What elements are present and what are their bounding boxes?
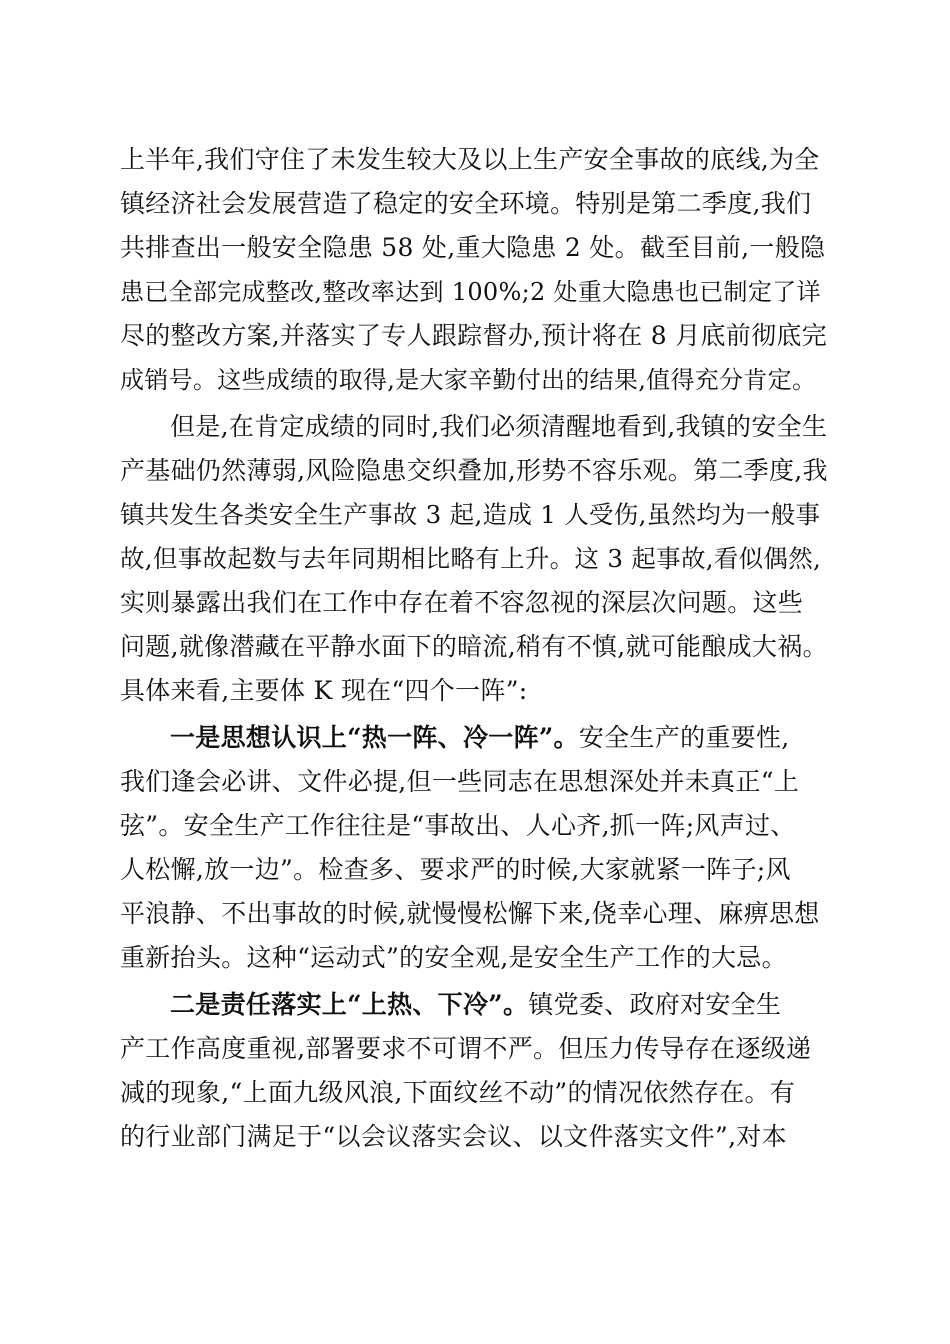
paragraph-3-line-3: 弦”。安全生产工作往往是“事故出、人心齐,抓一阵;风声过、 [120, 811, 796, 840]
paragraph-2-line-5: 实则暴露出我们在工作中存在着不容忽视的深层次问题。这些 [120, 588, 804, 617]
paragraph-3-line-4: 人松懈,放一边”。检查多、要求严的时候,大家就紧一阵子;风 [120, 855, 791, 884]
paragraph-2-line-2: 产基础仍然薄弱,风险隐患交织叠加,形势不容乐观。第二季度,我 [120, 456, 828, 485]
paragraph-2-line-3: 镇共发生各类安全生产事故 3 起,造成 1 人受伤,虽然均为一般事 [120, 500, 821, 529]
paragraph-3-heading: 一是思想认识上“热一阵、冷一阵”。 [170, 723, 579, 752]
paragraph-3-line-1-rest: 安全生产的重要性, [578, 723, 790, 752]
paragraph-2-line-7: 具体来看,主要体 K 现在“四个一阵”: [120, 676, 528, 705]
paragraph-4-line-4: 的行业部门满足于“以会议落实会议、以文件落实文件”,对本 [120, 1122, 787, 1151]
paragraph-3-line-5: 平浪静、不出事故的时候,就慢慢松懈下来,侥幸心理、麻痹思想 [120, 899, 820, 928]
paragraph-4-line-3: 减的现象,“上面九级风浪,下面纹丝不动”的情况依然存在。有 [120, 1078, 796, 1107]
paragraph-3-line-6: 重新抬头。这种“运动式”的安全观,是安全生产工作的大忌。 [120, 943, 787, 972]
paragraph-3-line-1 [170, 716, 790, 760]
paragraph-1-line-6: 成销号。这些成绩的取得,是大家辛勤付出的结果,值得充分肯定。 [120, 366, 817, 394]
paragraph-4-line-2: 产工作高度重视,部署要求不可谓不严。但压力传导存在逐级递 [120, 1034, 812, 1063]
paragraph-2-line-4: 故,但事故起数与去年同期相比略有上升。这 3 起事故,看似偶然, [120, 544, 822, 573]
paragraph-1-line-1: 上半年,我们守住了未发生较大及以上生产安全事故的底线,为全 [120, 145, 820, 174]
paragraph-1-line-4: 患已全部完成整改,整改率达到 100%;2 处重大隐患也已制定了详 [120, 278, 821, 306]
paragraph-3-line-2: 我们逢会必讲、文件必提,但一些同志在思想深处并未真正“上 [120, 767, 800, 796]
paragraph-4-heading: 二是责任落实上“上热、下冷”。 [170, 990, 529, 1019]
paragraph-1-line-2: 镇经济社会发展营造了稳定的安全环境。特别是第二季度,我们 [120, 189, 812, 218]
paragraph-1-line-3: 共排查出一般安全隐患 58 处,重大隐患 2 处。截至目前,一般隐 [120, 233, 826, 262]
paragraph-4-line-1 [170, 983, 781, 1027]
paragraph-2-line-1: 但是,在肯定成绩的同时,我们必须清醒地看到,我镇的安全生 [170, 412, 828, 441]
paragraph-1-line-5: 尽的整改方案,并落实了专人跟踪督办,预计将在 8 月底前彻底完 [120, 321, 827, 350]
paragraph-2-line-6: 问题,就像潜藏在平静水面下的暗流,稍有不慎,就可能酿成大祸。 [120, 632, 828, 661]
paragraph-4-line-1-rest: 镇党委、政府对安全生 [528, 990, 782, 1019]
